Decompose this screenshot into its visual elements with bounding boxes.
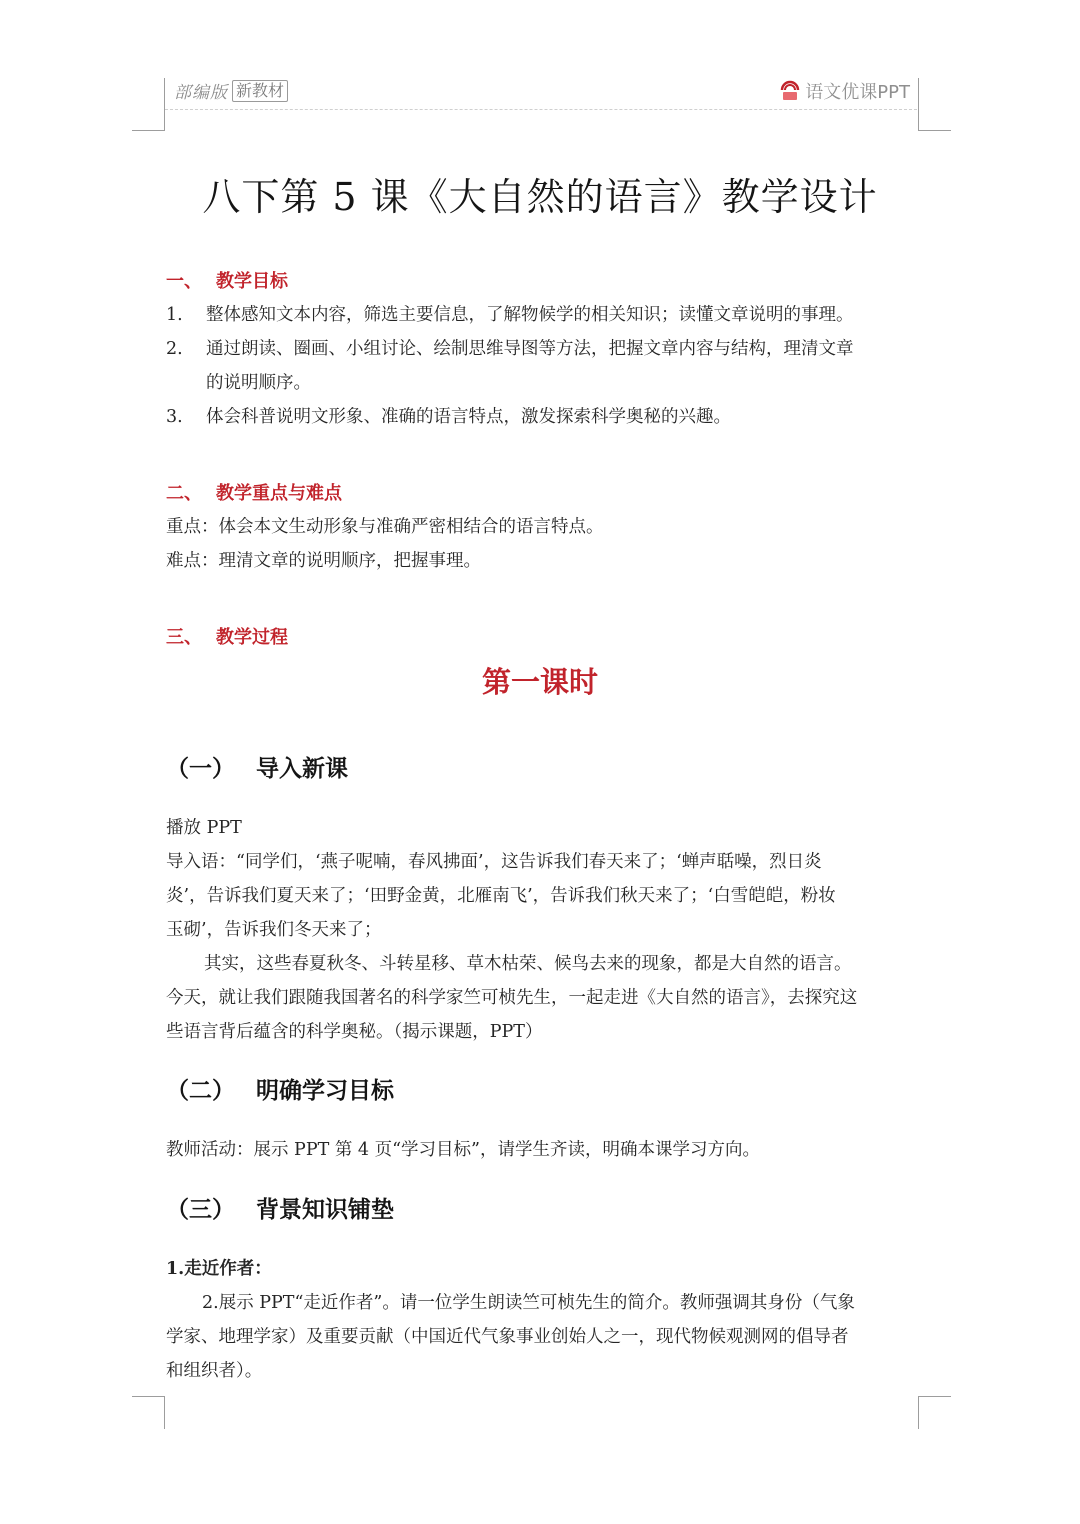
intro-line: 些语言背后蕴含的科学奥秘。（揭示课题，PPT） <box>166 1022 543 1042</box>
header-edition <box>174 78 288 103</box>
background-line: 2.展示 PPT“走近作者”。请一位学生朗读竺可桢先生的简介。教师强调其身份（气象 <box>202 1293 855 1313</box>
section-number: 二、 <box>166 483 202 504</box>
objective-text-continued: 的说明顺序。 <box>206 373 311 393</box>
intro-line: 导入语：“同学们，‘燕子呢喃，春风拂面’，这告诉我们春天来了；‘蝉声聒噪，烈日炎 <box>166 852 822 872</box>
part-number: （三） <box>166 1196 235 1223</box>
header-divider <box>165 109 917 110</box>
intro-line: 播放 PPT <box>166 818 242 838</box>
intro-line: 炎’，告诉我们夏天来了；‘田野金黄，北雁南飞’，告诉我们秋天来了；‘白雪皑皑，粉妆 <box>166 886 836 906</box>
lesson-title: 第一课时 <box>481 665 598 699</box>
objective-number: 2. <box>166 339 183 359</box>
section-title: 教学重点与难点 <box>216 483 342 504</box>
objective-text: 整体感知文本内容，筛选主要信息，了解物候学的相关知识；读懂文章说明的事理。 <box>206 305 854 325</box>
crop-mark-bottom-right <box>918 1396 951 1429</box>
section-heading-process <box>166 623 288 649</box>
objective-number: 3. <box>166 407 183 427</box>
section-number: 三、 <box>166 627 202 648</box>
intro-line: 玉砌’，告诉我们冬天来了； <box>166 920 382 940</box>
background-item-author: 1.走近作者： <box>166 1259 272 1279</box>
brand-logo-icon <box>779 80 801 102</box>
part-title: 明确学习目标 <box>256 1077 394 1104</box>
objective-item <box>166 335 854 360</box>
section-number: 一、 <box>166 271 202 292</box>
background-line: 学家、地理学家）及重要贡献（中国近代气象事业创始人之一，现代物候观测网的倡导者 <box>166 1327 849 1347</box>
crop-mark-top-right <box>918 78 951 131</box>
header-brand <box>779 78 910 104</box>
part-title: 导入新课 <box>256 755 348 782</box>
objective-item <box>166 403 731 428</box>
intro-line: 今天，就让我们跟随我国著名的科学家竺可桢先生，一起走进《大自然的语言》，去探究这 <box>166 988 858 1008</box>
part-number: （二） <box>166 1077 235 1104</box>
new-textbook-badge: 新教材 <box>232 80 288 102</box>
objective-item <box>166 301 854 326</box>
intro-line: 其实，这些春夏秋冬、斗转星移、草木枯荣、候鸟去来的现象，都是大自然的语言。 <box>204 954 852 974</box>
section-title: 教学过程 <box>216 627 288 648</box>
crop-mark-bottom-left <box>132 1396 165 1429</box>
section-title: 教学目标 <box>216 271 288 292</box>
part-heading-background <box>166 1191 394 1224</box>
part-number: （一） <box>166 755 235 782</box>
background-line: 和组织者）。 <box>166 1361 263 1381</box>
goal-activity: 教师活动：展示 PPT 第 4 页“学习目标”，请学生齐读，明确本课学习方向。 <box>166 1140 760 1160</box>
part-heading-intro <box>166 750 348 783</box>
crop-mark-top-left <box>132 78 165 131</box>
objective-text: 体会科普说明文形象、准确的语言特点，激发探索科学奥秘的兴趣。 <box>206 407 731 427</box>
difficulty-point: 难点：理清文章的说明顺序，把握事理。 <box>166 551 481 571</box>
objective-text: 通过朗读、圈画、小组讨论、绘制思维导图等方法，把握文章内容与结构，理清文章 <box>206 339 854 359</box>
section-heading-objectives <box>166 267 288 293</box>
document-title: 八下第 5 课《大自然的语言》教学设计 <box>202 175 878 219</box>
edition-label: 部编版 <box>174 83 228 103</box>
part-heading-goals <box>166 1072 394 1105</box>
part-title: 背景知识铺垫 <box>256 1196 394 1223</box>
section-heading-key-points <box>166 479 342 505</box>
focus-point: 重点：体会本文生动形象与准确严密相结合的语言特点。 <box>166 517 604 537</box>
brand-name: 语文优课PPT <box>805 82 910 103</box>
objective-number: 1. <box>166 305 183 325</box>
